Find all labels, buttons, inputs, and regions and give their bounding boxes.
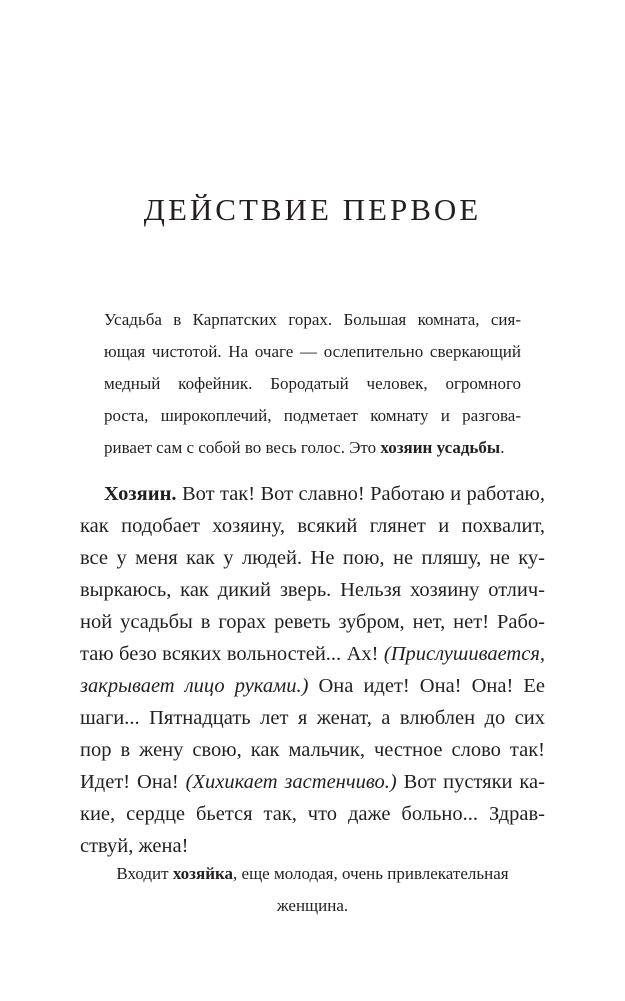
speech-line: таю безо всяких вольностей... Ах! (Прислушивается, [80, 643, 545, 665]
speech-line: кие, сердце бьется так, что даже больно... Здрав- [80, 803, 545, 825]
speech-line: Хозяин. Вот так! Вот славно! Работаю и работаю, [104, 483, 545, 505]
speech-line: как подобает хозяину, всякий глянет и похвалит, [80, 515, 545, 537]
speech-line: выркаюсь, как дикий зверь. Нельзя хозяину отлич- [80, 579, 545, 601]
character-name-hostess: хозяйка [172, 864, 234, 883]
stage-remark: закрывает лицо руками.) [80, 675, 309, 697]
character-name-host-estate: хозяин усадьбы [380, 438, 501, 457]
stage-remark: (Хихикает застенчиво.) [185, 771, 397, 793]
speech-line: Идет! Она! (Хихикает застенчиво.) Вот пустяки ка- [80, 771, 545, 793]
stage-remark: (Прислушивается, [383, 643, 545, 665]
stage-line: женщина. [276, 896, 349, 915]
act-title: ДЕЙСТВИЕ ПЕРВОЕ [143, 192, 482, 227]
speech-line: закрывает лицо руками.) Она идет! Она! Она! Ее [80, 675, 545, 697]
stage-line: ривает сам с собой во весь голос. Это хозяин усадьбы. [104, 438, 505, 457]
stage-line: Входит хозяйка, еще молодая, очень привлекательная [116, 864, 509, 883]
speech-line: все у меня как у людей. Не пою, не пляшу, не ку- [80, 547, 545, 569]
stage-line: ющая чистотой. На очаге — ослепительно сверкающий [104, 342, 521, 361]
speech-line: шаги... Пятнадцать лет я женат, а влюблен до сих [80, 707, 545, 729]
stage-line: медный кофейник. Бородатый человек, огромного [104, 374, 521, 393]
speaker-name: Хозяин. [104, 483, 177, 505]
speech-line: пор в жену свою, как мальчик, честное слово так! [80, 739, 545, 761]
stage-line: Усадьба в Карпатских горах. Большая комната, сия- [104, 310, 521, 329]
speech-line: ной усадьбы в горах реветь зубром, нет, нет! Рабо- [80, 611, 545, 633]
speech-line: ствуй, жена! [80, 835, 189, 857]
stage-line: роста, широкоплечий, подметает комнату и разгова- [104, 406, 521, 425]
